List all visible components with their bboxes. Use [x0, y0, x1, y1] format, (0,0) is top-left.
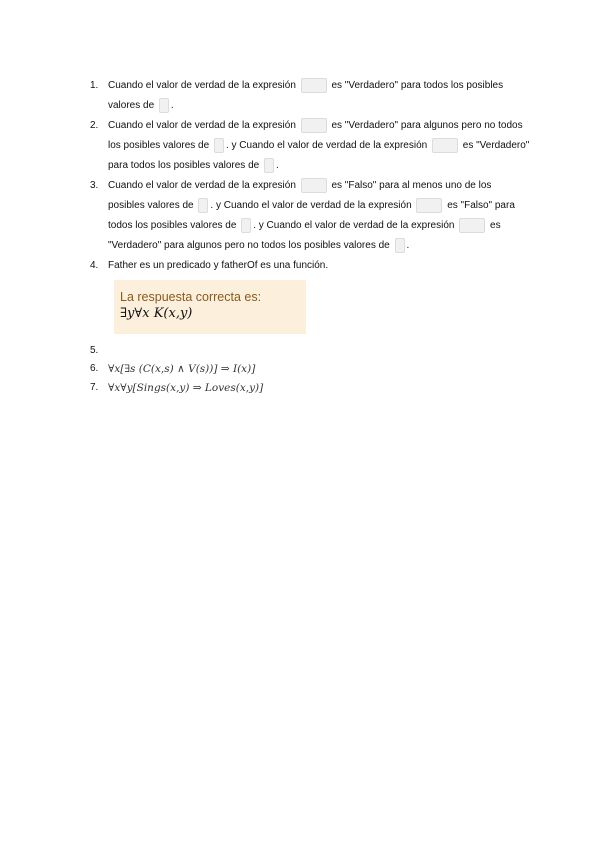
correct-answer-formula: ∃y∀x K(x,y)	[120, 306, 193, 321]
item-text: .	[275, 160, 279, 171]
item-text: es "Verdadero" para algunos pero no todos los posibles valores de	[108, 220, 501, 251]
item-text: es "Verdadero" para todos los posibles valores de	[108, 80, 504, 111]
item-text: Cuando el valor de verdad de la expresión	[108, 120, 296, 131]
item-text: .	[406, 240, 410, 251]
item-text: Cuando el valor de verdad de la expresión	[108, 180, 296, 191]
list-item-4	[90, 256, 530, 334]
item-text: . y Cuando el valor de verdad de la expresión	[253, 220, 455, 231]
expression-blank[interactable]	[301, 78, 327, 93]
item-number: 2.	[90, 120, 99, 131]
item-text: es "Falso" para todos los posibles valores de	[108, 200, 515, 231]
correct-answer-box	[114, 280, 306, 334]
variable-blank[interactable]	[395, 238, 405, 253]
item-text: es "Verdadero" para todos los posibles valores de	[108, 140, 530, 171]
item-text: es "Falso" para al menos uno de los posibles valores de	[108, 180, 492, 211]
item-number: 5.	[90, 345, 99, 356]
expression-blank[interactable]	[301, 118, 327, 133]
expression-blank[interactable]	[416, 198, 442, 213]
item-text: . y Cuando el valor de verdad de la expresión	[225, 140, 428, 151]
item-number: 4.	[90, 260, 99, 271]
item-number: 7.	[90, 382, 99, 393]
formula-text: ∀x[∃s (C(x,s) ∧ V(s))] ⇒ I(x)]	[108, 363, 256, 375]
item-text: es "Verdadero" para algunos pero no todos los posibles valores de	[108, 120, 523, 151]
list-item-1	[90, 76, 530, 116]
list-item-5	[90, 342, 530, 360]
expression-blank[interactable]	[459, 218, 485, 233]
list-item-7	[90, 379, 530, 398]
variable-blank[interactable]	[159, 98, 169, 113]
formula-text: ∀x∀y[Sings(x,y) ⇒ Loves(x,y)]	[108, 382, 264, 394]
variable-blank[interactable]	[214, 138, 224, 153]
item-text: . y Cuando el valor de verdad de la expresión	[210, 200, 412, 211]
variable-blank[interactable]	[241, 218, 251, 233]
expression-blank[interactable]	[432, 138, 458, 153]
exercise-list	[90, 76, 530, 398]
item-number: 1.	[90, 80, 99, 91]
list-item-2	[90, 116, 530, 176]
list-item-3	[90, 176, 530, 256]
item-number: 6.	[90, 363, 99, 374]
expression-blank[interactable]	[301, 178, 327, 193]
item-text: Cuando el valor de verdad de la expresión	[108, 80, 296, 91]
item-number: 3.	[90, 180, 99, 191]
variable-blank[interactable]	[198, 198, 208, 213]
variable-blank[interactable]	[264, 158, 274, 173]
item-text: Father es un predicado y fatherOf es una función.	[108, 260, 329, 271]
correct-answer-title: La respuesta correcta es:	[120, 290, 262, 304]
list-item-6	[90, 360, 530, 379]
item-text: .	[170, 100, 174, 111]
